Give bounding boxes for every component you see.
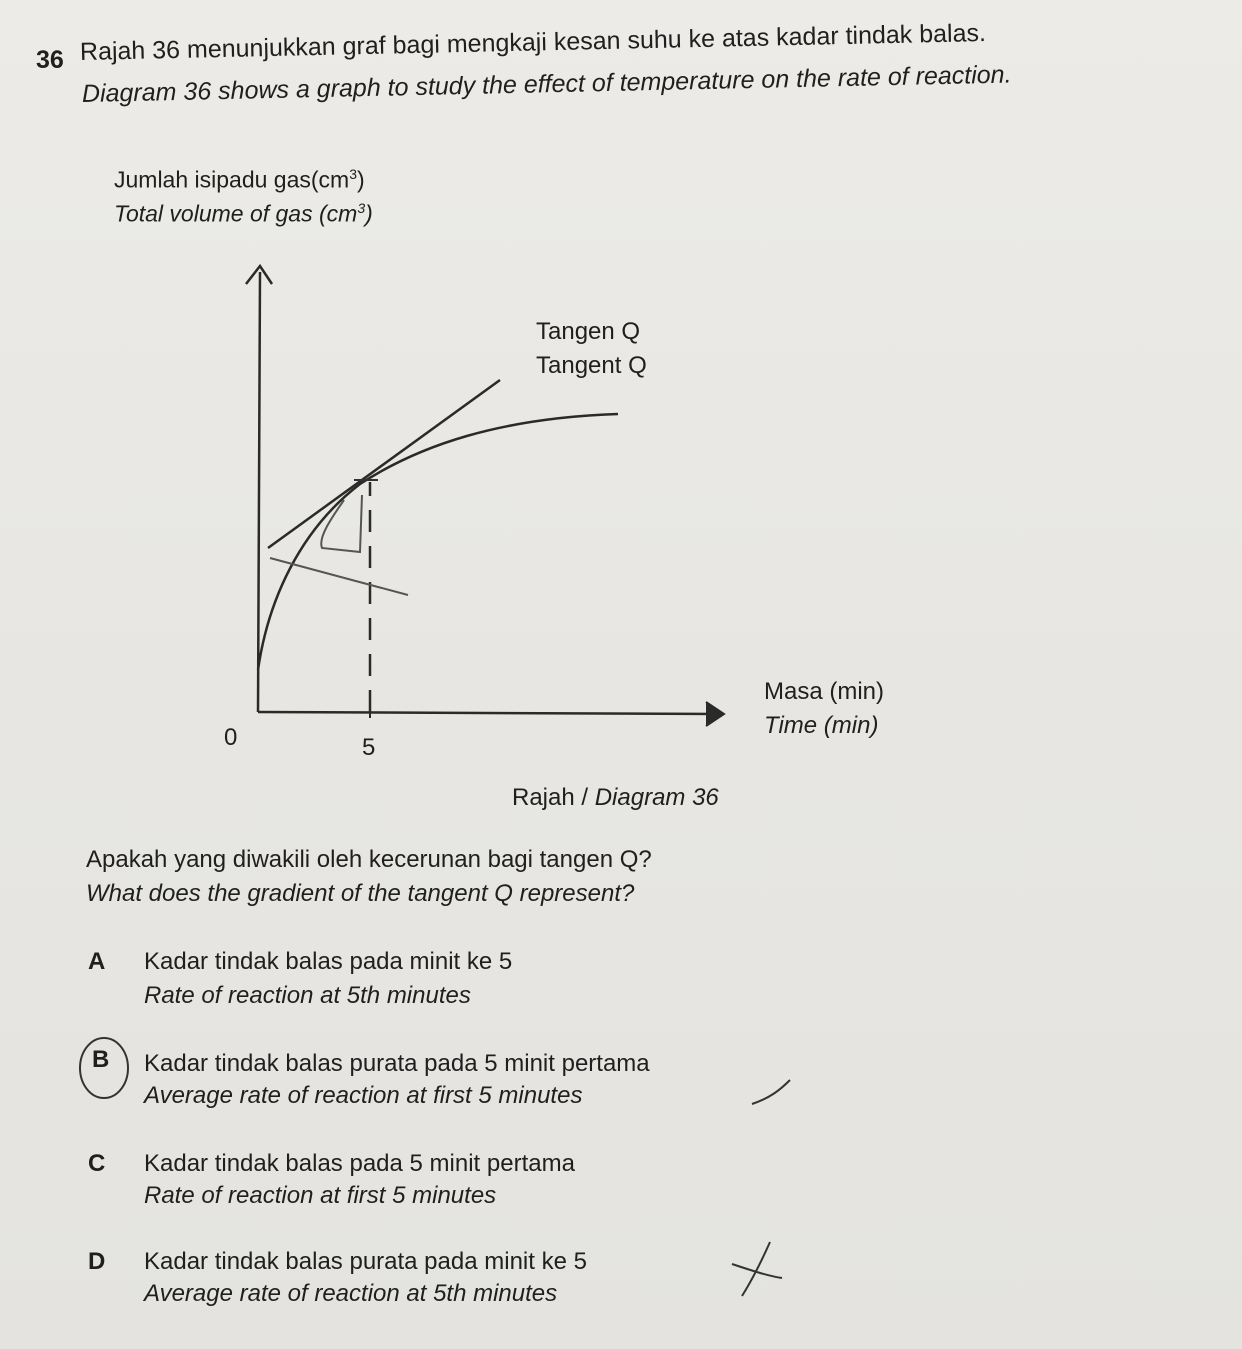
- x-tick-label-5: 5: [362, 734, 376, 761]
- option-b-tick-mark: [752, 1080, 790, 1104]
- tangent-q-label-malay: Tangen Q: [536, 318, 641, 345]
- option-b-english[interactable]: Average rate of reaction at first 5 minutes: [144, 1082, 583, 1109]
- question-stem-malay: Rajah 36 menunjukkan graf bagi mengkaji kesan suhu ke atas kadar tindak balas.: [79, 19, 987, 66]
- option-d-letter[interactable]: D: [88, 1248, 106, 1275]
- diagram-caption: Rajah / Diagram 36: [512, 784, 719, 811]
- sub-question-malay: Apakah yang diwakili oleh kecerunan bagi tangen Q?: [86, 846, 652, 873]
- x-axis-label-malay: Masa (min): [764, 678, 885, 705]
- sub-question-english: What does the gradient of the tangent Q represent?: [86, 880, 635, 907]
- option-b-letter[interactable]: B: [92, 1046, 110, 1073]
- question-stem-english: Diagram 36 shows a graph to study the effect of temperature on the rate of reaction.: [81, 60, 1012, 108]
- option-a-letter[interactable]: A: [88, 948, 106, 975]
- y-axis-label-malay: Jumlah isipadu $gas(cm^3)$: [114, 166, 365, 193]
- option-a-english[interactable]: Rate of reaction at 5th minutes: [144, 982, 471, 1009]
- y-axis-label-english: Total volume of gas $(cm^3)$: [114, 200, 373, 227]
- option-b-malay[interactable]: Kadar tindak balas purata pada 5 minit pertama: [144, 1050, 650, 1077]
- origin-label: 0: [224, 724, 238, 751]
- option-b-circle-mark: [80, 1038, 128, 1098]
- option-c-letter[interactable]: C: [88, 1150, 106, 1177]
- tangent-q-label-english: Tangent Q: [536, 352, 647, 379]
- option-c-malay[interactable]: Kadar tindak balas pada 5 minit pertama: [144, 1150, 575, 1177]
- option-d-cross-mark: [732, 1242, 782, 1296]
- question-number: 36: [36, 46, 64, 74]
- option-a-malay[interactable]: Kadar tindak balas pada minit ke 5: [144, 948, 513, 975]
- option-c-english[interactable]: Rate of reaction at first 5 minutes: [144, 1182, 497, 1209]
- option-d-english[interactable]: Average rate of reaction at 5th minutes: [144, 1280, 558, 1307]
- x-axis-label-english: Time (min): [764, 712, 879, 739]
- option-d-malay[interactable]: Kadar tindak balas purata pada minit ke 5: [144, 1248, 587, 1275]
